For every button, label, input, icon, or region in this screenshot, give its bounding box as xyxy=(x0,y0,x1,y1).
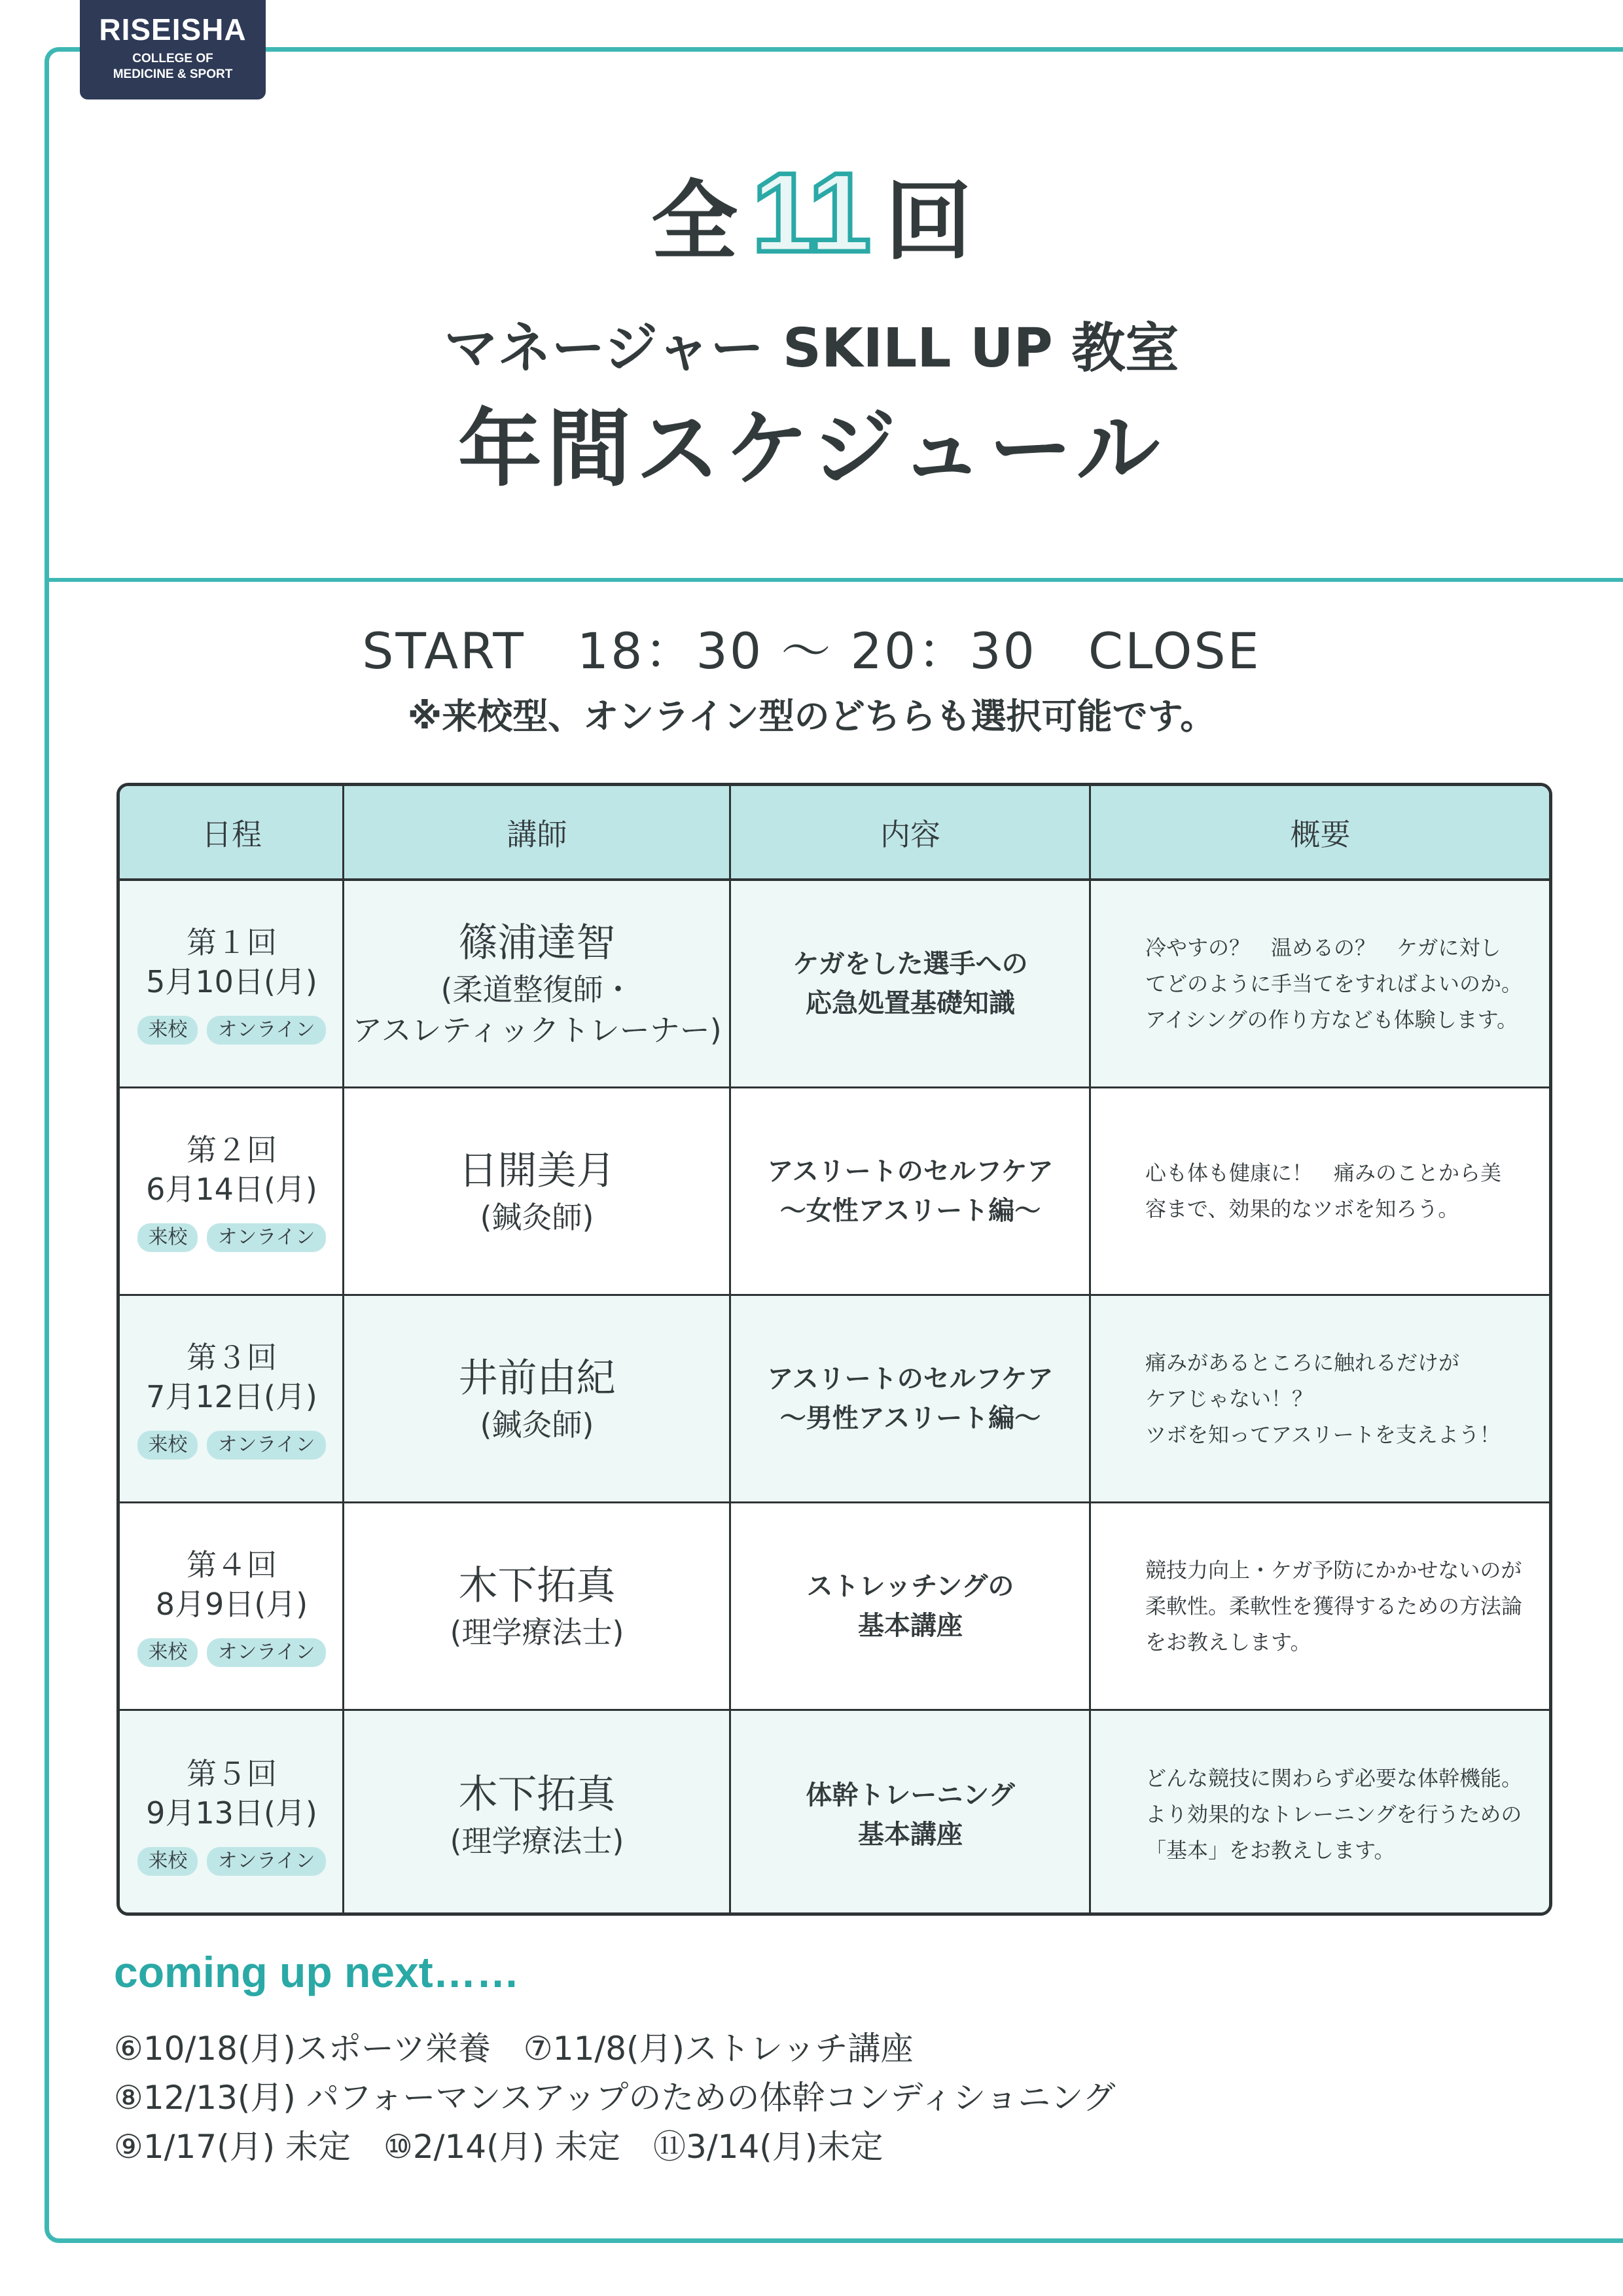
header-date: 日程 xyxy=(202,816,262,852)
instructor-role: (理学療法士) xyxy=(450,1823,624,1859)
logo-sub-2: MEDICINE & SPORT xyxy=(113,67,233,81)
upcoming-line: ⑧12/13(月) パフォーマンスアップのための体幹コンディショニング xyxy=(114,2079,1116,2117)
summary-cell xyxy=(1090,1088,1550,1294)
instructor-role: (柔道整復師・ xyxy=(440,972,633,1007)
logo-name: RISEISHA xyxy=(99,12,247,46)
table-header-row xyxy=(120,786,1549,881)
content-line: アスリートのセルフケア xyxy=(767,1157,1054,1187)
summary-line: 「基本」をお教えします。 xyxy=(1145,1838,1395,1863)
instructor-cell xyxy=(344,1711,730,1916)
summary-line: ツボを知ってアスリートを支えよう！ xyxy=(1145,1422,1501,1447)
online-badge: オンライン xyxy=(207,1016,325,1045)
summary-line: どんな競技に関わらず必要な体幹機能。 xyxy=(1145,1766,1523,1791)
summary-line: より効果的なトレーニングを行うための xyxy=(1145,1802,1522,1827)
content-line: 基本講座 xyxy=(858,1819,963,1850)
summary-cell xyxy=(1090,881,1550,1086)
header-instructor: 講師 xyxy=(507,816,567,852)
content-line: 基本講座 xyxy=(858,1611,963,1641)
schedule-table xyxy=(116,783,1552,1916)
title-count-number: 11 xyxy=(752,150,871,276)
online-badge: オンライン xyxy=(207,1431,325,1460)
date-cell xyxy=(120,1296,344,1501)
online-badge: オンライン xyxy=(207,1638,325,1667)
content-cell xyxy=(730,1503,1090,1709)
session-number: 第１回 xyxy=(187,925,277,960)
instructor-name: 井前由紀 xyxy=(458,1355,616,1401)
content-line: 体幹トレーニング xyxy=(806,1780,1015,1810)
content-cell xyxy=(730,1088,1090,1294)
session-number: 第５回 xyxy=(187,1755,277,1791)
summary-line: をお教えします。 xyxy=(1145,1629,1311,1655)
content-cell xyxy=(730,1711,1090,1916)
content-line: ～男性アスリート編～ xyxy=(779,1403,1041,1433)
header-summary: 概要 xyxy=(1290,816,1351,852)
logo-sub-1: COLLEGE OF xyxy=(132,52,213,65)
table-row xyxy=(120,1296,1549,1503)
column-divider xyxy=(729,786,731,1912)
riseisha-logo xyxy=(80,0,266,99)
summary-line: 容まで、効果的なツボを知ろう。 xyxy=(1145,1196,1459,1221)
content-line: ～女性アスリート編～ xyxy=(779,1196,1041,1226)
title-subtitle: マネージャー SKILL UP 教室 xyxy=(444,317,1179,380)
online-badge: オンライン xyxy=(207,1847,325,1876)
upcoming-line: ⑨1/17(月) 未定 ⑩2/14(月) 未定 ⑪3/14(月)未定 xyxy=(114,2128,883,2166)
date-cell xyxy=(120,881,344,1086)
date-cell xyxy=(120,1711,344,1916)
title-prefix: 全 xyxy=(651,171,738,272)
summary-line: 競技力向上・ケガ予防にかかせないのが xyxy=(1145,1557,1522,1583)
title-suffix: 回 xyxy=(885,171,972,272)
instructor-cell xyxy=(344,1088,730,1294)
column-divider xyxy=(342,786,344,1912)
table-row xyxy=(120,881,1549,1088)
table-row xyxy=(120,1088,1549,1296)
summary-line: ケアじゃない！？ xyxy=(1145,1386,1313,1411)
session-time: START 18：30 ～ 20：30 CLOSE xyxy=(362,622,1261,680)
session-date: 6月14日(月) xyxy=(146,1172,317,1207)
onsite-badge: 来校 xyxy=(137,1847,198,1876)
summary-line: 冷やすの？ 温めるの？ ケガに対し xyxy=(1145,935,1501,960)
content-line: ケガをした選手への xyxy=(793,949,1028,979)
online-badge: オンライン xyxy=(207,1223,325,1252)
summary-line: アイシングの作り方なども体験します。 xyxy=(1145,1007,1518,1032)
instructor-name: 木下拓真 xyxy=(458,1563,616,1609)
instructor-name: 日開美月 xyxy=(458,1148,616,1194)
title-count xyxy=(0,150,1623,278)
instructor-role: (鍼灸師) xyxy=(480,1407,594,1443)
session-date: 7月12日(月) xyxy=(146,1379,317,1414)
column-divider xyxy=(1089,786,1091,1912)
session-date: 5月10日(月) xyxy=(146,964,317,999)
onsite-badge: 来校 xyxy=(137,1016,198,1045)
date-cell xyxy=(120,1503,344,1709)
onsite-badge: 来校 xyxy=(137,1431,198,1460)
summary-cell xyxy=(1090,1296,1550,1501)
content-line: ストレッチングの xyxy=(806,1571,1014,1602)
instructor-role: アスレティックトレーナー) xyxy=(352,1013,722,1048)
content-line: アスリートのセルフケア xyxy=(767,1364,1054,1394)
summary-line: 心も体も健康に！ 痛みのことから美 xyxy=(1145,1160,1502,1185)
onsite-badge: 来校 xyxy=(137,1638,198,1667)
table-row xyxy=(120,1711,1549,1916)
summary-line: 痛みがあるところに触れるだけが xyxy=(1145,1350,1460,1375)
instructor-name: 木下拓真 xyxy=(458,1771,616,1818)
instructor-name: 篠浦達智 xyxy=(458,920,616,966)
summary-cell xyxy=(1090,1711,1550,1916)
instructor-role: (理学療法士) xyxy=(450,1615,624,1650)
format-note: ※来校型、オンライン型のどちらも選択可能です。 xyxy=(407,696,1216,737)
summary-cell xyxy=(1090,1503,1550,1709)
onsite-badge: 来校 xyxy=(137,1223,198,1252)
session-date: 8月9日(月) xyxy=(155,1587,308,1622)
instructor-cell xyxy=(344,1503,730,1709)
summary-line: 柔軟性。柔軟性を獲得するための方法論 xyxy=(1145,1593,1523,1619)
instructor-cell xyxy=(344,881,730,1086)
content-cell xyxy=(730,881,1090,1086)
session-number: 第４回 xyxy=(187,1547,277,1583)
header-content: 内容 xyxy=(880,816,940,852)
page-title: 年間スケジュール xyxy=(457,401,1166,498)
content-line: 応急処置基礎知識 xyxy=(806,988,1015,1018)
coming-up-next-title: coming up next…… xyxy=(114,1948,520,1996)
summary-line: てどのように手当てをすればよいのか。 xyxy=(1145,971,1523,996)
date-cell xyxy=(120,1088,344,1294)
content-cell xyxy=(730,1296,1090,1501)
instructor-cell xyxy=(344,1296,730,1501)
upcoming-line: ⑥10/18(月)スポーツ栄養 ⑦11/8(月)ストレッチ講座 xyxy=(114,2030,914,2068)
session-date: 9月13日(月) xyxy=(146,1795,317,1831)
instructor-role: (鍼灸師) xyxy=(480,1200,594,1235)
session-number: 第２回 xyxy=(187,1132,277,1168)
session-number: 第３回 xyxy=(187,1340,277,1375)
section-divider xyxy=(45,578,1623,582)
table-row xyxy=(120,1503,1549,1711)
